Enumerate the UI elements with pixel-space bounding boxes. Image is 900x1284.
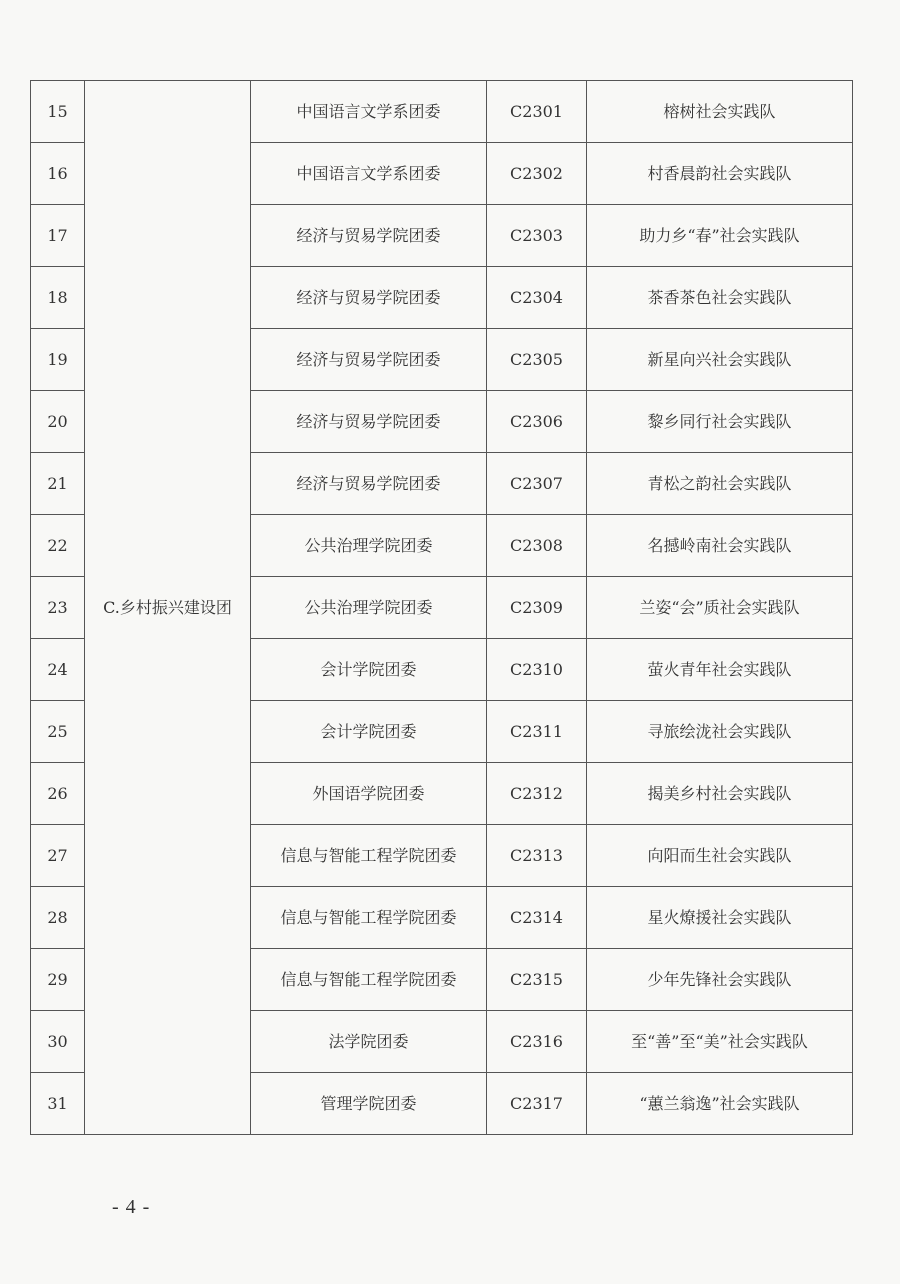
organization-cell: 公共治理学院团委 [251, 515, 487, 577]
table-body [31, 81, 853, 1135]
organization-cell: 信息与智能工程学院团委 [251, 887, 487, 949]
team-name-cell: 寻旅绘泷社会实践队 [587, 701, 853, 763]
team-name-cell: 少年先锋社会实践队 [587, 949, 853, 1011]
organization-cell: 会计学院团委 [251, 701, 487, 763]
organization-cell: 中国语言文学系团委 [251, 143, 487, 205]
team-name-cell: 萤火青年社会实践队 [587, 639, 853, 701]
team-code-cell: C2307 [487, 453, 587, 515]
organization-cell: 经济与贸易学院团委 [251, 267, 487, 329]
team-name-cell: 揭美乡村社会实践队 [587, 763, 853, 825]
team-name-cell: 至“善”至“美”社会实践队 [587, 1011, 853, 1073]
team-code-cell: C2303 [487, 205, 587, 267]
team-code-cell: C2312 [487, 763, 587, 825]
row-number-cell: 19 [31, 329, 85, 391]
organization-cell: 经济与贸易学院团委 [251, 329, 487, 391]
team-code-cell: C2301 [487, 81, 587, 143]
row-number-cell: 16 [31, 143, 85, 205]
team-name-cell: 兰姿“会”质社会实践队 [587, 577, 853, 639]
team-name-cell: 茶香茶色社会实践队 [587, 267, 853, 329]
team-code-cell: C2317 [487, 1073, 587, 1135]
team-name-cell: 黎乡同行社会实践队 [587, 391, 853, 453]
group-cell: C.乡村振兴建设团 [85, 81, 251, 1135]
team-code-cell: C2302 [487, 143, 587, 205]
team-code-cell: C2316 [487, 1011, 587, 1073]
team-code-cell: C2310 [487, 639, 587, 701]
row-number-cell: 31 [31, 1073, 85, 1135]
table-row [31, 81, 853, 143]
row-number-cell: 22 [31, 515, 85, 577]
team-code-cell: C2308 [487, 515, 587, 577]
row-number-cell: 20 [31, 391, 85, 453]
organization-cell: 信息与智能工程学院团委 [251, 825, 487, 887]
row-number-cell: 24 [31, 639, 85, 701]
row-number-cell: 29 [31, 949, 85, 1011]
team-code-cell: C2311 [487, 701, 587, 763]
team-name-cell: 名撼岭南社会实践队 [587, 515, 853, 577]
row-number-cell: 28 [31, 887, 85, 949]
team-name-cell: 青松之韵社会实践队 [587, 453, 853, 515]
row-number-cell: 15 [31, 81, 85, 143]
organization-cell: 会计学院团委 [251, 639, 487, 701]
organization-cell: 经济与贸易学院团委 [251, 453, 487, 515]
organization-cell: 法学院团委 [251, 1011, 487, 1073]
team-code-cell: C2315 [487, 949, 587, 1011]
team-code-cell: C2309 [487, 577, 587, 639]
row-number-cell: 30 [31, 1011, 85, 1073]
organization-cell: 信息与智能工程学院团委 [251, 949, 487, 1011]
organization-cell: 管理学院团委 [251, 1073, 487, 1135]
page-number: - 4 - [112, 1196, 151, 1218]
team-name-cell: 向阳而生社会实践队 [587, 825, 853, 887]
team-name-cell: 村香晨韵社会实践队 [587, 143, 853, 205]
team-code-cell: C2314 [487, 887, 587, 949]
row-number-cell: 27 [31, 825, 85, 887]
team-name-cell: 星火燎援社会实践队 [587, 887, 853, 949]
row-number-cell: 17 [31, 205, 85, 267]
team-name-cell: 新星向兴社会实践队 [587, 329, 853, 391]
team-code-cell: C2305 [487, 329, 587, 391]
team-name-cell: 助力乡“春”社会实践队 [587, 205, 853, 267]
team-name-cell: “蕙兰翁逸”社会实践队 [587, 1073, 853, 1135]
organization-cell: 公共治理学院团委 [251, 577, 487, 639]
organization-cell: 经济与贸易学院团委 [251, 391, 487, 453]
organization-cell: 中国语言文学系团委 [251, 81, 487, 143]
row-number-cell: 26 [31, 763, 85, 825]
team-code-cell: C2304 [487, 267, 587, 329]
row-number-cell: 21 [31, 453, 85, 515]
organization-cell: 外国语学院团委 [251, 763, 487, 825]
row-number-cell: 25 [31, 701, 85, 763]
row-number-cell: 18 [31, 267, 85, 329]
team-list-table [30, 80, 853, 1135]
organization-cell: 经济与贸易学院团委 [251, 205, 487, 267]
team-code-cell: C2306 [487, 391, 587, 453]
row-number-cell: 23 [31, 577, 85, 639]
team-name-cell: 榕树社会实践队 [587, 81, 853, 143]
team-code-cell: C2313 [487, 825, 587, 887]
